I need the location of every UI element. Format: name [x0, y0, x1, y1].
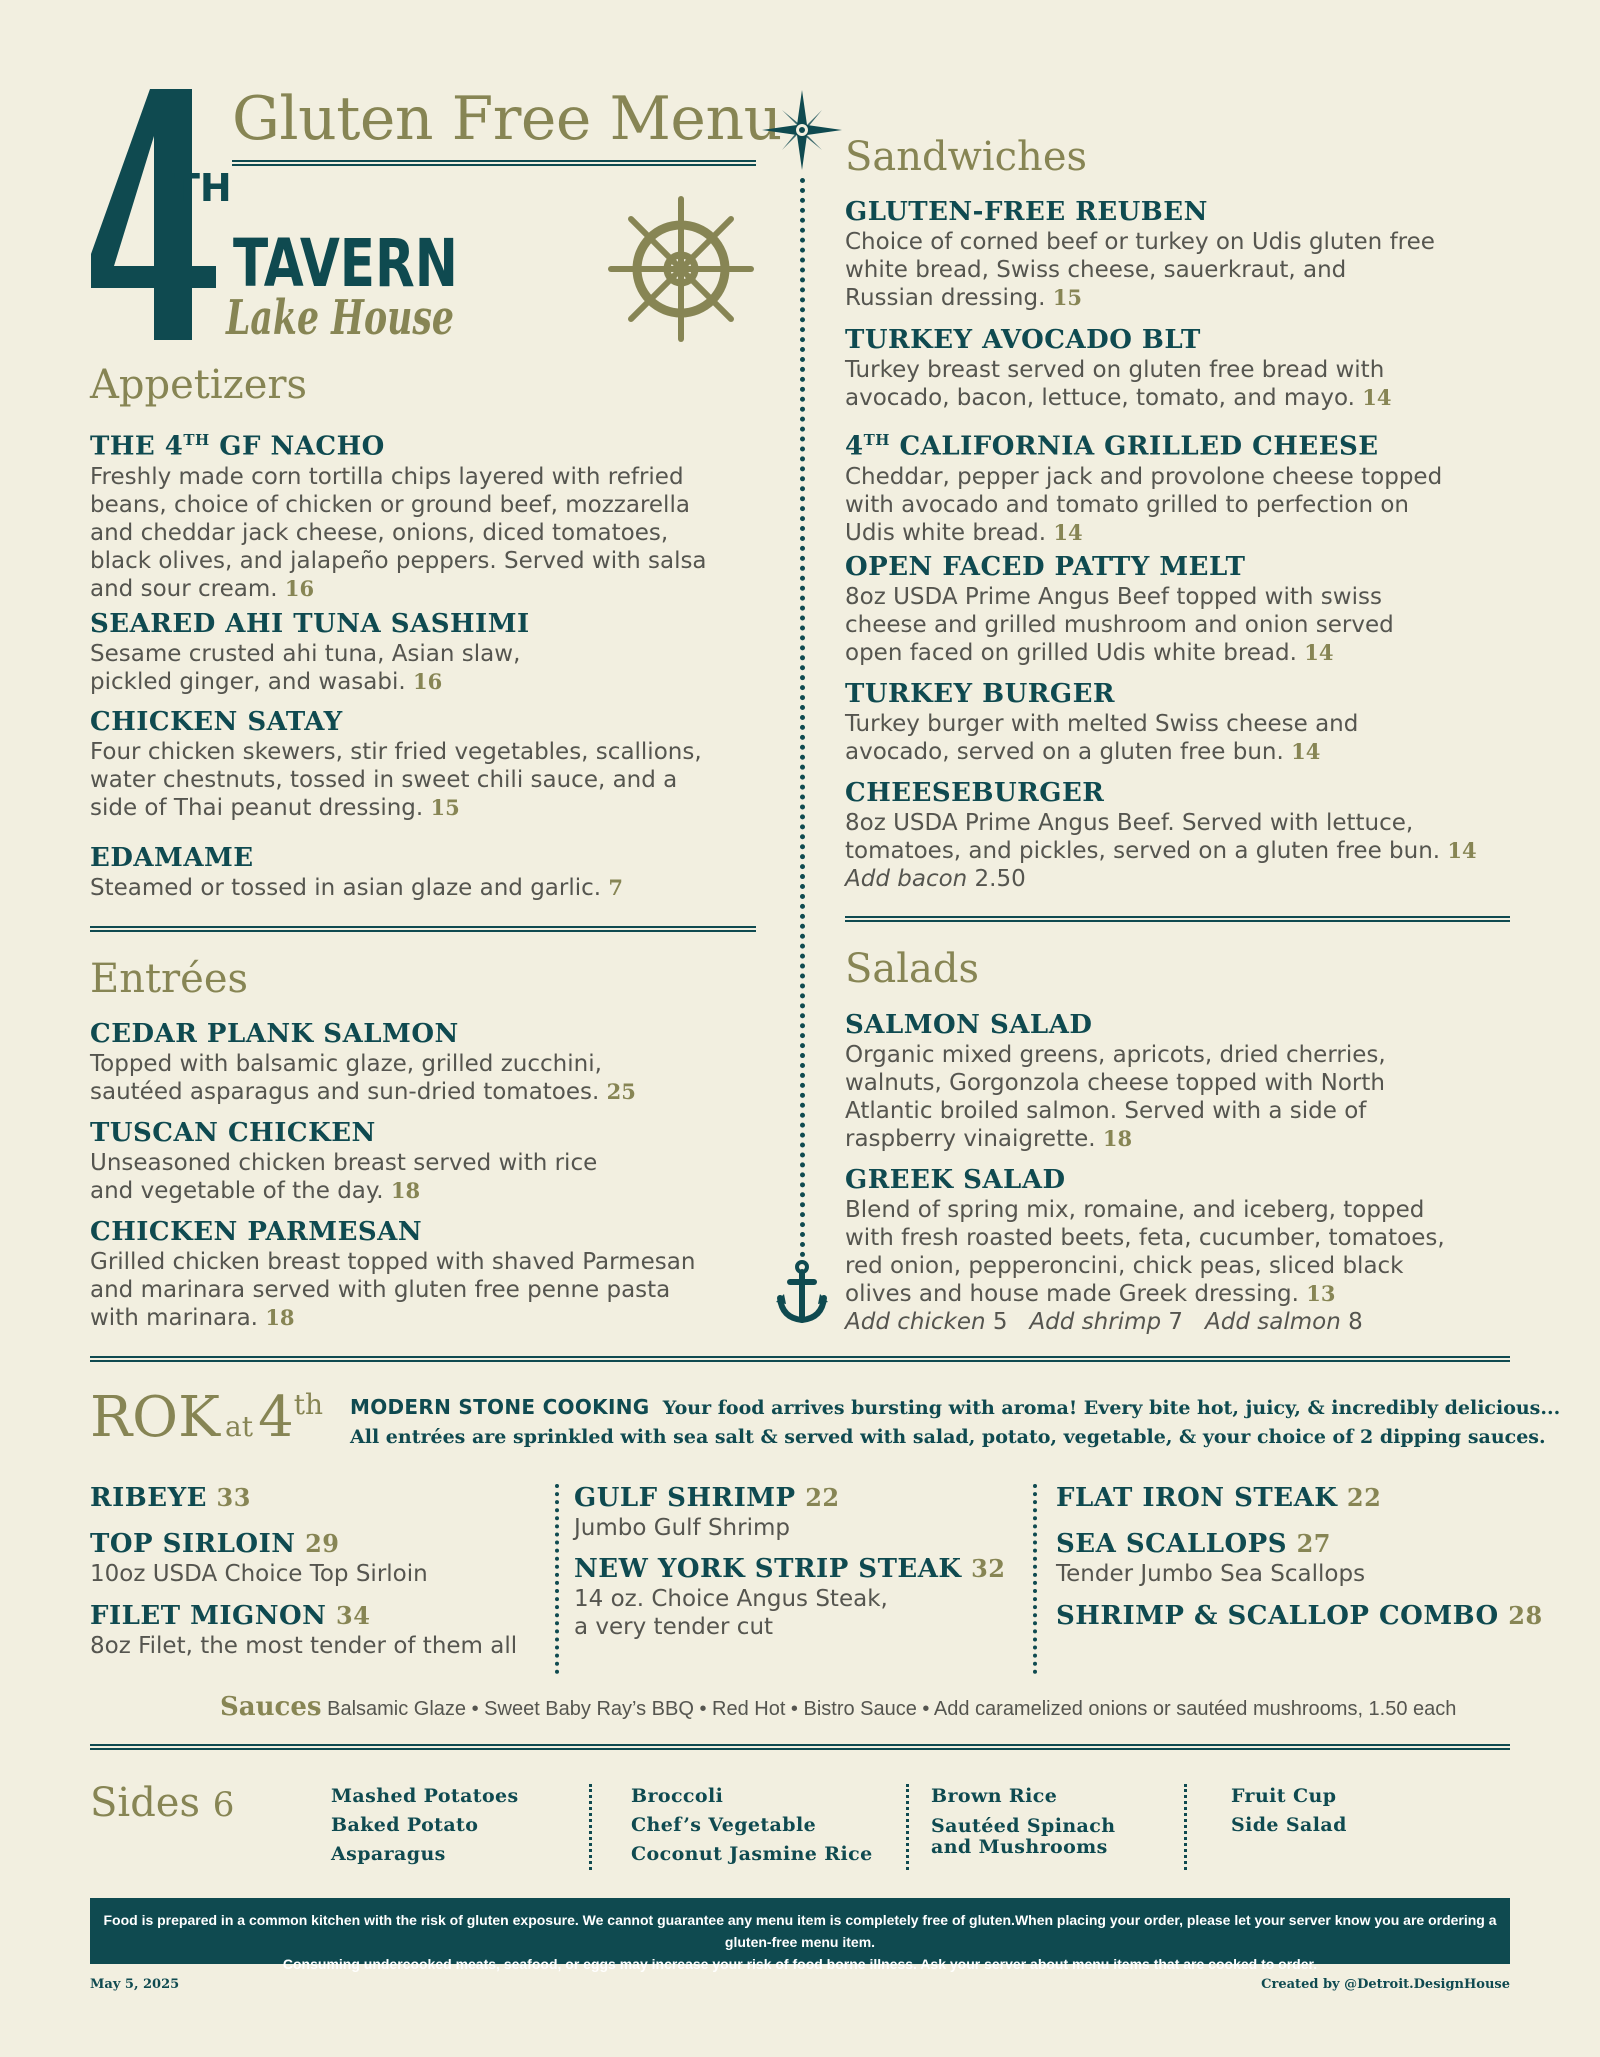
item-desc: 10oz USDA Choice Top Sirloin — [90, 1561, 428, 1587]
side-item: Side Salad — [1231, 1814, 1347, 1836]
appetizers-heading: Appetizers — [90, 362, 308, 408]
menu-item — [90, 706, 770, 822]
page-title: Gluten Free Menu — [232, 84, 782, 154]
section-rule — [90, 1356, 1510, 1362]
designer-credit: Created by @Detroit.DesignHouse — [1261, 1977, 1510, 1992]
rok-divider — [555, 1484, 559, 1674]
menu-item — [90, 608, 770, 696]
side-item: Brown Rice — [931, 1785, 1058, 1807]
menu-item — [845, 1009, 1525, 1153]
compass-star-icon — [760, 88, 844, 172]
disclaimer-line: Consuming undercooked meats, seafood, or eggs may increase your risk of food borne illness. Ask your server about menu items that are cooked to order. — [282, 1956, 1318, 1972]
logo-tavern: TAVERN — [233, 225, 458, 302]
rok-item — [1056, 1482, 1381, 1514]
side-item: Chef’s Vegetable — [631, 1814, 817, 1836]
menu-item — [845, 424, 1525, 547]
sides-column — [331, 1782, 519, 1869]
side-item: Baked Potato — [331, 1814, 479, 1836]
menu-date: May 5, 2025 — [90, 1977, 180, 1992]
menu-item — [845, 678, 1525, 766]
item-desc: Unseasoned chicken breast served with rice and vegetable of the day. 18 — [90, 1150, 598, 1204]
item-desc: Freshly made corn tortilla chips layered with refried beans, choice of chicken or ground beef, mozzarella and cheddar jack cheese, onions, diced tomatoes, black olives, and jalapeño peppers. Served with salsa and sour cream. 16 — [90, 463, 707, 602]
item-price: 7 — [608, 875, 624, 900]
side-item: Sautéed Spinach — [931, 1815, 1116, 1837]
rok-item — [1056, 1600, 1543, 1632]
item-desc: 8oz USDA Prime Angus Beef topped with swiss cheese and grilled mushroom and onion served open faced on grilled Udis white bread. 14 — [845, 584, 1394, 666]
menu-item — [90, 424, 770, 603]
item-name: RIBEYE 33 — [90, 1483, 251, 1513]
item-name: TUSCAN CHICKEN — [90, 1118, 376, 1148]
item-price: 14 — [1362, 385, 1392, 410]
menu-item — [845, 777, 1525, 893]
item-desc: Organic mixed greens, apricots, dried cherries, walnuts, Gorgonzola cheese topped with North Atlantic broiled salmon. Served with a side of raspberry vinaigrette. 18 — [845, 1042, 1386, 1152]
item-name: GULF SHRIMP 22 — [574, 1483, 840, 1513]
section-rule — [90, 926, 756, 932]
disclaimer-banner — [90, 1898, 1510, 1972]
item-name: CHICKEN SATAY — [90, 707, 343, 737]
item-name: TURKEY AVOCADO BLT — [845, 325, 1201, 355]
sides-divider — [906, 1784, 909, 1870]
title-rule — [232, 160, 756, 166]
item-price: 15 — [1052, 285, 1082, 310]
item-name: 4TH CALIFORNIA GRILLED CHEESE — [845, 431, 1379, 462]
menu-item — [90, 1216, 770, 1332]
item-name: GREEK SALAD — [845, 1165, 1066, 1195]
item-price: 14 — [1447, 838, 1477, 863]
menu-item — [90, 1018, 770, 1106]
item-price: 16 — [412, 669, 443, 694]
item-desc: Choice of corned beef or turkey on Udis gluten free white bread, Swiss cheese, sauerkraut, and Russian dressing. 15 — [845, 229, 1435, 311]
rok-item — [574, 1482, 840, 1542]
center-dotted-divider — [800, 178, 805, 1258]
item-name: TOP SIRLOIN 29 — [90, 1529, 340, 1559]
rok-description: MODERN STONE COOKING Your food arrives bursting with aroma! Every bite hot, juicy, & incredibly delicious... All entrées are sprinkled with sea salt & served with salad, potato, vegetable, & your choice of 2 dipping sauces. — [350, 1395, 1561, 1448]
item-price: 14 — [1304, 640, 1334, 665]
item-name: SHRIMP & SCALLOP COMBO 28 — [1056, 1601, 1543, 1631]
item-desc: Topped with balsamic glaze, grilled zucchini, sautéed asparagus and sun-dried tomatoes. 25 — [90, 1051, 636, 1105]
sandwiches-heading: Sandwiches — [845, 134, 1088, 180]
item-desc: Jumbo Gulf Shrimp — [574, 1515, 790, 1541]
menu-item — [845, 1164, 1525, 1336]
side-item: Mashed Potatoes — [331, 1785, 519, 1807]
item-name: SALMON SALAD — [845, 1010, 1093, 1040]
item-desc: Sesame crusted ahi tuna, Asian slaw, pickled ginger, and wasabi. 16 — [90, 641, 521, 695]
item-desc: Tender Jumbo Sea Scallops — [1056, 1561, 1366, 1587]
menu-item — [90, 842, 770, 902]
rok-item — [90, 1528, 428, 1588]
item-name: CHICKEN PARMESAN — [90, 1217, 423, 1247]
rok-item — [1056, 1528, 1365, 1588]
section-rule — [90, 1744, 1510, 1750]
item-desc: 14 oz. Choice Angus Steak, a very tender cut — [574, 1586, 888, 1640]
sides-column — [1231, 1782, 1347, 1840]
item-desc: Grilled chicken breast topped with shaved Parmesan and marinara served with gluten free penne pasta with marinara. 18 — [90, 1249, 696, 1331]
item-name: CHEESEBURGER — [845, 778, 1105, 808]
item-price: 18 — [390, 1178, 421, 1203]
item-name: NEW YORK STRIP STEAK 32 — [574, 1554, 1006, 1584]
logo-lake-house: Lake House — [224, 290, 454, 346]
item-desc: Blend of spring mix, romaine, and iceberg, topped with fresh roasted beets, feta, cucumber, tomatoes, red onion, pepperoncini, chick peas, sliced black olives and house made Greek dressing. 13 — [845, 1197, 1445, 1307]
sides-divider — [589, 1784, 592, 1870]
sides-heading: Sides 6 — [90, 1780, 235, 1826]
anchor-icon — [776, 1260, 828, 1326]
side-item: and Mushrooms — [931, 1836, 1108, 1858]
rok-title: ROK at 4th — [90, 1385, 323, 1450]
item-desc: 8oz Filet, the most tender of them all — [90, 1633, 518, 1659]
item-price: 16 — [284, 575, 315, 601]
side-item: Broccoli — [631, 1785, 724, 1807]
item-name: GLUTEN-FREE REUBEN — [845, 197, 1208, 227]
item-desc: Turkey breast served on gluten free bread with avocado, bacon, lettuce, tomato, and mayo. 14 — [845, 357, 1392, 411]
item-name: TURKEY BURGER — [845, 679, 1116, 709]
salad-addons: Add chicken 5 Add shrimp 7 Add salmon 8 — [845, 1309, 1363, 1335]
rok-item — [90, 1600, 517, 1660]
item-name: SEA SCALLOPS 27 — [1056, 1529, 1331, 1559]
item-price: 18 — [1102, 1126, 1133, 1151]
disclaimer-line: Food is prepared in a common kitchen with the risk of gluten exposure. We cannot guarantee any menu item is completely free of gluten.When placing your order, please let your server know you are ordering a gluten-free menu item. — [103, 1912, 1497, 1950]
item-name: EDAMAME — [90, 843, 254, 873]
item-name: OPEN FACED PATTY MELT — [845, 552, 1246, 582]
side-item: Fruit Cup — [1231, 1785, 1337, 1807]
menu-item — [90, 1117, 770, 1205]
item-price: 15 — [430, 795, 460, 820]
salads-heading: Salads — [845, 946, 980, 992]
item-desc: Four chicken skewers, stir fried vegetables, scallions, water chestnuts, tossed in sweet chili sauce, and a side of Thai peanut dressing. 15 — [90, 739, 702, 821]
item-price: 18 — [265, 1305, 295, 1330]
item-price: 14 — [1291, 739, 1321, 764]
ship-wheel-icon — [606, 192, 756, 347]
item-name: CEDAR PLANK SALMON — [90, 1019, 459, 1049]
sides-divider — [1184, 1784, 1187, 1870]
sauces-line: Sauces Balsamic Glaze • Sweet Baby Ray’s BBQ • Red Hot • Bistro Sauce • Add caramelized onions or sautéed mushrooms, 1.50 each — [220, 1692, 1457, 1722]
item-desc: 8oz USDA Prime Angus Beef. Served with lettuce, tomatoes, and pickles, served on a gluten free bun. 14 — [845, 810, 1477, 864]
section-rule — [845, 916, 1510, 922]
item-name: FLAT IRON STEAK 22 — [1056, 1483, 1382, 1513]
sides-column — [931, 1782, 1115, 1857]
side-item: Asparagus — [331, 1843, 446, 1865]
item-name: THE 4TH GF NACHO — [90, 431, 385, 462]
entrees-heading: Entrées — [90, 956, 249, 1002]
menu-item — [845, 196, 1525, 312]
item-desc: Cheddar, pepper jack and provolone cheese topped with avocado and tomato grilled to perfection on Udis white bread. 14 — [845, 463, 1443, 546]
item-addon: Add bacon 2.50 — [845, 866, 1026, 892]
item-desc: Turkey burger with melted Swiss cheese and avocado, served on a gluten free bun. 14 — [845, 711, 1359, 765]
side-item: Coconut Jasmine Rice — [631, 1843, 873, 1865]
item-name: SEARED AHI TUNA SASHIMI — [90, 609, 530, 639]
item-price: 25 — [606, 1079, 636, 1104]
item-name: FILET MIGNON 34 — [90, 1601, 371, 1631]
item-price: 14 — [1053, 519, 1083, 545]
rok-item — [90, 1482, 251, 1514]
rok-item — [574, 1553, 1005, 1641]
item-desc: Steamed or tossed in asian glaze and garlic. 7 — [90, 875, 624, 901]
menu-item — [845, 324, 1525, 412]
logo-th: TH — [174, 166, 232, 210]
rok-divider — [1033, 1484, 1037, 1674]
item-price: 13 — [1306, 1281, 1336, 1306]
sides-column — [631, 1782, 873, 1869]
menu-item — [845, 551, 1525, 667]
